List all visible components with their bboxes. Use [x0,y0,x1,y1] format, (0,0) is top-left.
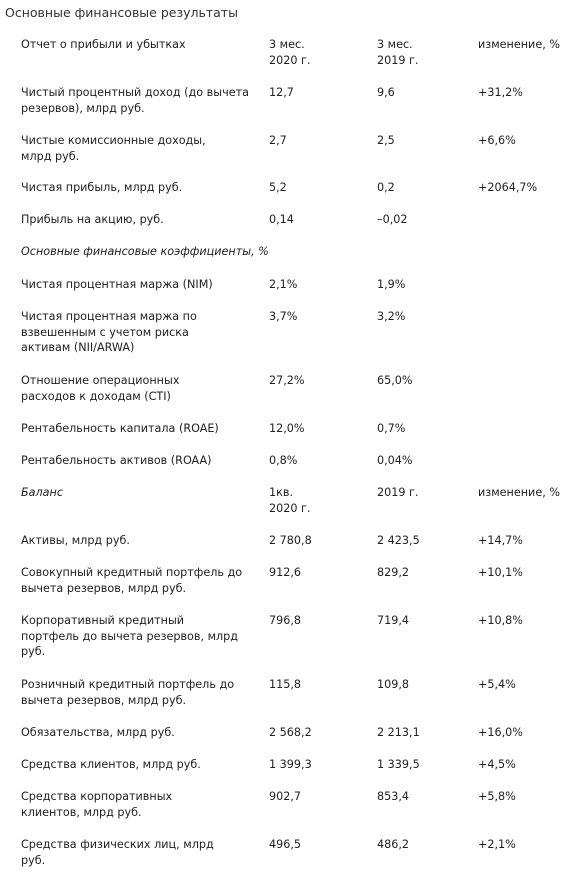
row-value-previous: 3,2% [377,310,406,323]
row-value-current: 12,7 [269,86,294,99]
row-value-current: 2 780,8 [269,534,312,547]
row-label: Чистая процентная маржа (NIM) [21,278,213,291]
row-label: Прибыль на акцию, руб. [21,213,164,226]
row-value-previous: 2 423,5 [377,534,420,547]
balance-col-2019-header: 2019 г. [377,486,419,499]
row-label: Активы, млрд руб. [21,534,130,547]
row-value-previous: 0,04% [377,454,413,467]
row-value-previous: 1 339,5 [377,758,420,771]
row-value-change: +16,0% [478,726,523,739]
row-value-change: +4,5% [478,758,516,771]
row-value-previous: 65,0% [377,374,413,387]
row-value-current: 5,2 [269,181,287,194]
row-value-current: 115,8 [269,678,302,691]
row-label: Чистая прибыль, млрд руб. [21,181,183,194]
row-value-current: 0,8% [269,454,298,467]
income-col-change-header: изменение, % [478,38,560,51]
row-value-previous: 2,5 [377,134,395,147]
row-value-change: +10,8% [478,614,523,627]
row-value-current: 2 568,2 [269,726,312,739]
row-value-current: 0,14 [269,213,294,226]
row-value-previous: 109,8 [377,678,410,691]
row-value-current: 27,2% [269,374,305,387]
row-value-previous: 853,4 [377,790,410,803]
row-value-current: 902,7 [269,790,302,803]
balance-section-title: Баланс [21,486,64,499]
income-section-title: Отчет о прибыли и убытках [21,38,186,51]
row-label: Корпоративный кредитный портфель до вычета резервов, млрд руб. [21,614,238,658]
row-value-current: 3,7% [269,310,298,323]
balance-col-change-header: изменение, % [478,486,560,499]
row-value-previous: 0,7% [377,422,406,435]
row-value-current: 796,8 [269,614,302,627]
row-value-previous: 829,2 [377,566,410,579]
row-value-change: +2064,7% [478,181,538,194]
row-label: Чистая процентная маржа по взвешенным с учетом риска активам (NII/ARWA) [21,310,197,354]
row-value-change: +31,2% [478,86,523,99]
row-value-current: 496,5 [269,838,302,851]
row-value-change: +5,8% [478,790,516,803]
row-label: Рентабельность активов (ROAA) [21,454,212,467]
row-label: Рентабельность капитала (ROAE) [21,422,219,435]
row-value-previous: 719,4 [377,614,410,627]
ratios-section-title: Основные финансовые коэффициенты, % [21,245,269,258]
row-value-current: 1 399,3 [269,758,312,771]
income-col-2019-header: 3 мес. 2019 г. [377,38,419,67]
row-value-previous: 0,2 [377,181,395,194]
row-value-change: +14,7% [478,534,523,547]
row-value-previous: 9,6 [377,86,395,99]
row-value-previous: 486,2 [377,838,410,851]
row-label: Чистый процентный доход (до вычета резервов), млрд руб. [21,86,249,115]
row-label: Совокупный кредитный портфель до вычета резервов, млрд руб. [21,566,243,595]
row-label: Средства клиентов, млрд руб. [21,758,201,771]
row-value-previous: 1,9% [377,278,406,291]
row-label: Отношение операционных расходов к доходам (CTI) [21,374,180,403]
row-label: Средства физических лиц, млрд руб. [21,838,214,867]
row-value-previous: 2 213,1 [377,726,420,739]
income-col-2020-header: 3 мес. 2020 г. [269,38,311,67]
row-value-current: 912,6 [269,566,302,579]
row-value-previous: –0,02 [377,213,408,226]
row-value-change: +6,6% [478,134,516,147]
row-value-change: +2,1% [478,838,516,851]
balance-col-q1-header: 1кв. 2020 г. [269,486,311,515]
row-value-current: 12,0% [269,422,305,435]
row-label: Обязательства, млрд руб. [21,726,175,739]
row-label: Розничный кредитный портфель до вычета резервов, млрд руб. [21,678,235,707]
row-label: Средства корпоративных клиентов, млрд руб. [21,790,173,819]
row-value-change: +10,1% [478,566,523,579]
row-value-change: +5,4% [478,678,516,691]
row-value-current: 2,7 [269,134,287,147]
page-title: Основные финансовые результаты [5,5,238,20]
row-label: Чистые комиссионные доходы, млрд руб. [21,134,206,163]
row-value-current: 2,1% [269,278,298,291]
